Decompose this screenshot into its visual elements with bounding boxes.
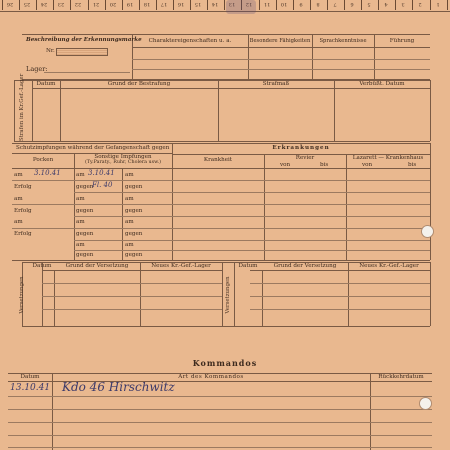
versetzungen-side-right: Versetzungen — [225, 276, 231, 314]
ruler-tick — [122, 0, 123, 10]
ruler-number: 25 — [23, 1, 31, 7]
versetzung-neues-left: Neues Kr.-Gef.-Lager — [151, 263, 211, 269]
versetzung-datum-right: Datum — [238, 263, 258, 269]
ruler-number: 22 — [75, 1, 82, 7]
nr-field — [56, 48, 108, 56]
kommando-art-header: Art des Kommandos — [178, 374, 244, 380]
sprach-header: Sprachkenntnisse — [319, 38, 367, 44]
krankheit-header: Krankheit — [203, 157, 233, 163]
handwritten-pocken-date: 3.10.41 — [34, 169, 61, 177]
versetzung-grund-right: Grund der Versetzung — [273, 263, 337, 269]
ruler-number: 2 — [418, 1, 422, 7]
ruler-tick — [327, 0, 328, 10]
ruler-number: 20 — [109, 1, 116, 7]
sonstige-sub: (Ty.Paraty., Ruhr, Cholera usw.) — [84, 160, 162, 165]
pocken-header: Pocken — [32, 157, 54, 163]
revier-bis: bis — [320, 162, 329, 168]
schutzimpfungen-title: Schutzimpfungen während der Gefangenschaft gegen — [16, 145, 170, 151]
ruler-tick — [53, 0, 54, 10]
charakter-header: Charaktereigenschaften u. a. — [148, 38, 232, 44]
ruler-number: 5 — [367, 1, 371, 7]
pocken-erfolg-3: Erfolg — [14, 231, 32, 237]
impf-am-3: am — [76, 219, 85, 225]
erkrankungen-title: Erkrankungen — [272, 145, 330, 151]
ruler-tick — [105, 0, 106, 10]
strafmass-header: Strafmaß — [262, 81, 290, 87]
faehigkeiten-header: Besondere Fähigkeiten — [249, 38, 311, 44]
ruler-number: 16 — [177, 1, 185, 7]
ruler-number: 21 — [92, 1, 99, 7]
revier-von: von — [280, 162, 291, 168]
pocken-erfolg-1: Erfolg — [14, 184, 32, 190]
ruler-tick — [173, 0, 174, 10]
ruler-number: 14 — [212, 1, 219, 7]
ruler-tick — [88, 0, 89, 10]
impf-gegen-1b: gegen — [125, 184, 143, 190]
strafen-grund-header: Grund der Bestrafung — [107, 81, 171, 87]
ruler-number: 11 — [263, 1, 270, 7]
impf-gegen-1: gegen — [76, 184, 94, 190]
ruler-tick — [156, 0, 157, 10]
pocken-erfolg-2: Erfolg — [14, 208, 32, 214]
verbuesst-header: Verbüßt. Datum — [359, 81, 405, 87]
ruler-tick — [430, 0, 431, 10]
kommando-datum-header: Datum — [20, 374, 40, 380]
ruler-number: 23 — [58, 1, 65, 7]
ruler-tick — [207, 0, 208, 10]
impf-gegen-3b: gegen — [125, 231, 143, 237]
ruler-tick — [447, 0, 448, 10]
ruler-number: 18 — [143, 1, 150, 7]
nr-label: Nr. — [46, 48, 55, 54]
versetzungen-side-left: Versetzungen — [19, 276, 25, 314]
ruler-tick — [36, 0, 37, 10]
impf-am-2b: am — [125, 196, 134, 202]
lager-label: Lager: — [26, 65, 48, 73]
ruler-number: 19 — [126, 1, 133, 7]
kommandos-title: Kommandos — [192, 358, 258, 368]
impf-am-3b: am — [125, 219, 134, 225]
ruler-tick — [361, 0, 362, 10]
revier-header: Revier — [295, 155, 315, 161]
impf-am-1: am — [76, 172, 85, 178]
punch-hole-1 — [421, 225, 434, 238]
impf-gegen-2b: gegen — [125, 208, 143, 214]
ruler-tick — [70, 0, 71, 10]
ruler-tick — [259, 0, 260, 10]
ruler-number: 1 — [435, 1, 440, 7]
ruler-number: 4 — [384, 1, 388, 7]
impf-am-4b: am — [125, 242, 134, 248]
handwritten-gegen: Fl. 40 — [92, 181, 113, 189]
versetzung-neues-right: Neues Kr.-Gef.-Lager — [359, 263, 419, 269]
ruler-tick — [19, 0, 20, 10]
lazarett-von: von — [362, 162, 373, 168]
versetzung-datum-left: Datum — [32, 263, 52, 269]
handwritten-impf-date: 3.10.41 — [88, 169, 115, 177]
impf-gegen-3: gegen — [76, 231, 94, 237]
ruler-tick — [293, 0, 294, 10]
ruler-number: 24 — [41, 1, 48, 7]
ruler-tick — [412, 0, 413, 10]
top-ruler — [0, 0, 450, 12]
ruler-number: 13 — [229, 1, 236, 7]
impf-am-2: am — [76, 196, 85, 202]
ruler-number: 15 — [194, 1, 202, 7]
ruler-tick — [310, 0, 311, 10]
ruler-number: 12 — [246, 1, 253, 7]
handwritten-kommando-date: 13.10.41 — [10, 383, 51, 393]
ruler-number: 26 — [6, 1, 14, 7]
ruler-number: 9 — [299, 1, 303, 7]
ruler-tick — [344, 0, 345, 10]
ruler-number: 6 — [350, 1, 354, 7]
versetzung-grund-left: Grund der Versetzung — [65, 263, 129, 269]
ruler-tick — [139, 0, 140, 10]
impf-gegen-4b: gegen — [125, 252, 143, 258]
ruler-number: 8 — [316, 1, 320, 7]
handwritten-kommando-art: Kdo 46 Hirschwitz — [62, 380, 175, 394]
pocken-am-3: am — [14, 219, 23, 225]
strafen-side-label: Strafen im Kr.Gef.-Lager — [19, 73, 25, 141]
ruler-number: 17 — [160, 1, 168, 7]
fuehrung-header: Führung — [389, 38, 415, 44]
strafen-datum-header: Datum — [36, 81, 56, 87]
sonstige-header: Sonstige Impfungen — [94, 154, 152, 160]
ruler-tick — [276, 0, 277, 10]
erkennungsmarke-label: Beschreibung der Erkennungsmarke — [26, 37, 142, 43]
pocken-am-1: am — [14, 172, 23, 178]
ruler-tick — [2, 0, 3, 10]
ruler-number: 3 — [401, 1, 405, 7]
lazarett-bis: bis — [408, 162, 417, 168]
stamp-mark — [226, 0, 256, 14]
rueckkehr-header: Rückkehrdatum — [378, 374, 424, 380]
pocken-am-2: am — [14, 196, 23, 202]
ruler-tick — [395, 0, 396, 10]
ruler-number: 7 — [333, 1, 337, 7]
punch-hole-2 — [419, 397, 432, 410]
impf-gegen-2: gegen — [76, 208, 94, 214]
ruler-tick — [190, 0, 191, 10]
lazarett-header: Lazarett — Krankenhaus — [352, 155, 424, 161]
ruler-number: 10 — [280, 1, 287, 7]
ruler-tick — [378, 0, 379, 10]
impf-am-4: am — [76, 242, 85, 248]
impf-am-1b: am — [125, 172, 134, 178]
impf-gegen-4: gegen — [76, 252, 94, 258]
